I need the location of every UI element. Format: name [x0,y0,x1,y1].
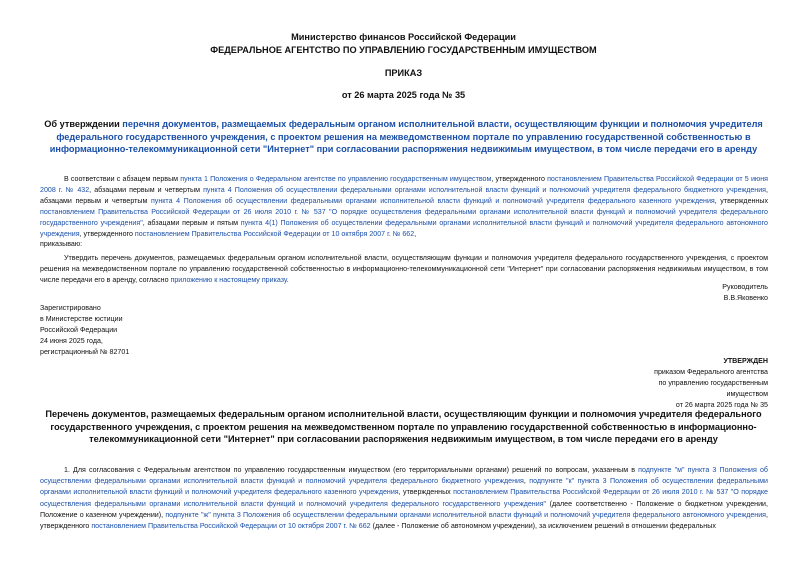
preamble-paragraph [40,174,768,250]
registration-line-3: Российской Федерации [40,325,118,334]
title-prefix: Об утверждении [44,119,123,129]
order-word: приказываю: [40,240,83,249]
document-title [40,118,767,156]
registration-block [40,303,129,358]
link-decree-662-2[interactable]: постановлением Правительства Российской Федерации от 10 октября 2007 г. № 662 [91,522,371,531]
p2-text-2: . [286,275,289,284]
signature-block [722,282,768,304]
link-decree-432[interactable]: постановлением Правительства Российской Федерации от 5 июня 2008 г. № 432 [40,175,768,194]
title-link[interactable]: перечня документов, размещаемых федеральным органом исполнительной власти, осуществляющим функции и полномочия учредителя федерального государственного учреждения, с проектом решения на межведомственном портале по управлению государственной собственностью в информационно-телекоммуникационной сети "Интернет" при согласовании распоряжения недвижимым имуществом, в том числе передачи его в аренду [49,119,763,154]
p1-text-3: , абзацами первым и четвертым [89,185,204,194]
approval-line-2: по управлению государственным [658,378,768,387]
p3-text-5: , утвержденного [40,510,768,531]
signer-role: Руководитель [722,283,768,291]
link-appendix[interactable]: приложению к настоящему приказу [170,275,287,284]
p3-text-4: (далее соответственно - Положение о бюджетном учреждении, Положение о казенном учреждении), [40,499,768,519]
list-item-1 [40,465,768,532]
link-budget-institution-regulation[interactable]: пункта 4 Положения об осуществлении федеральными органами исполнительной власти функций и полномочий учредителя федерального бюджетного учреждения [203,185,767,194]
p3-text-1: 1. Для согласования с Федеральным агентством по управлению государственным имуществом (его территориальными органами) решений по вопросам, указанным в [64,466,639,474]
approval-line-4: от 26 марта 2025 года № 35 [675,400,768,409]
signer-name: В.В.Яковенко [723,293,768,302]
registration-line-1: Зарегистрировано [40,304,101,312]
p1-text-2: , утвержденного [491,175,548,183]
registration-line-5: регистрационный № 82701 [40,347,130,356]
p3-text-6: (далее - Положение об автономном учреждении), за исключением решений в отношении федеральных [370,522,716,531]
link-decree-537[interactable]: постановлением Правительства Российской Федерации от 26 июля 2010 г. № 537 "О порядке осуществления федеральными органами исполнительной власти функций и полномочий учредителя федерального государственного учреждения" [40,207,768,227]
link-subpoint-zh[interactable]: подпункте "ж" пункта 3 Положения об осуществлении федеральными органами исполнительной власти функций и полномочий учредителя федерального автономного учреждения [165,510,767,519]
p1-text-8: , [414,229,417,238]
p1-text-5: , утвержденных [714,196,768,205]
link-decree-537-2[interactable]: постановлением Правительства Российской Федерации от 26 июля 2010 г. № 537 "О порядке осуществления федеральными органами исполнительной власти функций и полномочий учредителя федерального государственного учреждения" [40,488,768,508]
document-type: ПРИКАЗ [384,68,423,78]
registration-line-4: 24 июня 2025 года, [40,336,103,345]
p3-text-3: , утвержденных [398,488,454,497]
link-autonomous-institution-regulation[interactable]: пункта 4(1) Положения об осуществлении федеральными органами исполнительной власти функций и полномочий учредителя федерального автономного учреждения [40,218,768,238]
ministry-name: Министерство финансов Российской Федерации [291,32,516,42]
p2-text-1: Утвердить перечень документов, размещаемых федеральным органом исполнительной власти, осуществляющим функции и полномочия учредителя федерального государственного учреждения, с проектом решения на межведомственном портале по управлению государственной собственностью в информационно-телекоммуникационной сети "Интернет" при согласовании распоряжения недвижимым имуществом, в том числе передачи его в аренду, согласно [40,254,768,284]
approval-line-3: имуществом [726,389,768,398]
p1-text-4: , абзацами первым и четвертым [40,185,768,205]
link-state-institution-regulation[interactable]: пункта 4 Положения об осуществлении федеральными органами исполнительной власти функций и полномочий учредителя федерального казенного учреждения [150,196,715,205]
list-title: Перечень документов, размещаемых федеральным органом исполнительной власти, осуществляющим функции и полномочия учредителя федерального государственного учреждения, с проектом решения на межведомственном портале по управлению государственной собственностью в информационно-телекоммуникационной сети "Интернет" при согласовании распоряжения недвижимым имуществом, в том числе передачи его в аренду [45,409,762,444]
link-subpoint-k[interactable]: подпункте "к" пункта 3 Положения об осуществлении федеральными органами исполнительной власти функций и полномочий учредителя федерального казенного учреждения [40,477,768,497]
p1-text-1: В соответствии с абзацем первым [64,175,181,183]
p1-text-7: , утвержденного [79,229,135,238]
link-decree-662[interactable]: постановлением Правительства Российской Федерации от 10 октября 2007 г. № 662 [134,229,415,238]
approval-paragraph [40,253,768,286]
registration-line-2: в Министерстве юстиции [40,314,123,323]
agency-name: ФЕДЕРАЛЬНОЕ АГЕНТСТВО ПО УПРАВЛЕНИЮ ГОСУДАРСТВЕННЫМ ИМУЩЕСТВОМ [210,45,597,55]
p1-text-6: , абзацами первым и пятым [142,218,241,227]
approval-title: УТВЕРЖДЕН [723,357,768,365]
link-subpoint-m[interactable]: подпункте "м" пункта 3 Положения об осуществлении федеральными органами исполнительной власти функций и полномочий учредителя федерального бюджетного учреждения [40,466,768,486]
document-date-number: от 26 марта 2025 года № 35 [341,90,466,100]
link-agency-regulation[interactable]: пункта 1 Положения о Федеральном агентстве по управлению государственным имуществом [180,175,492,183]
approval-line-1: приказом Федерального агентства [654,367,768,376]
approval-stamp [654,356,768,411]
p3-text-2: , [523,477,530,486]
